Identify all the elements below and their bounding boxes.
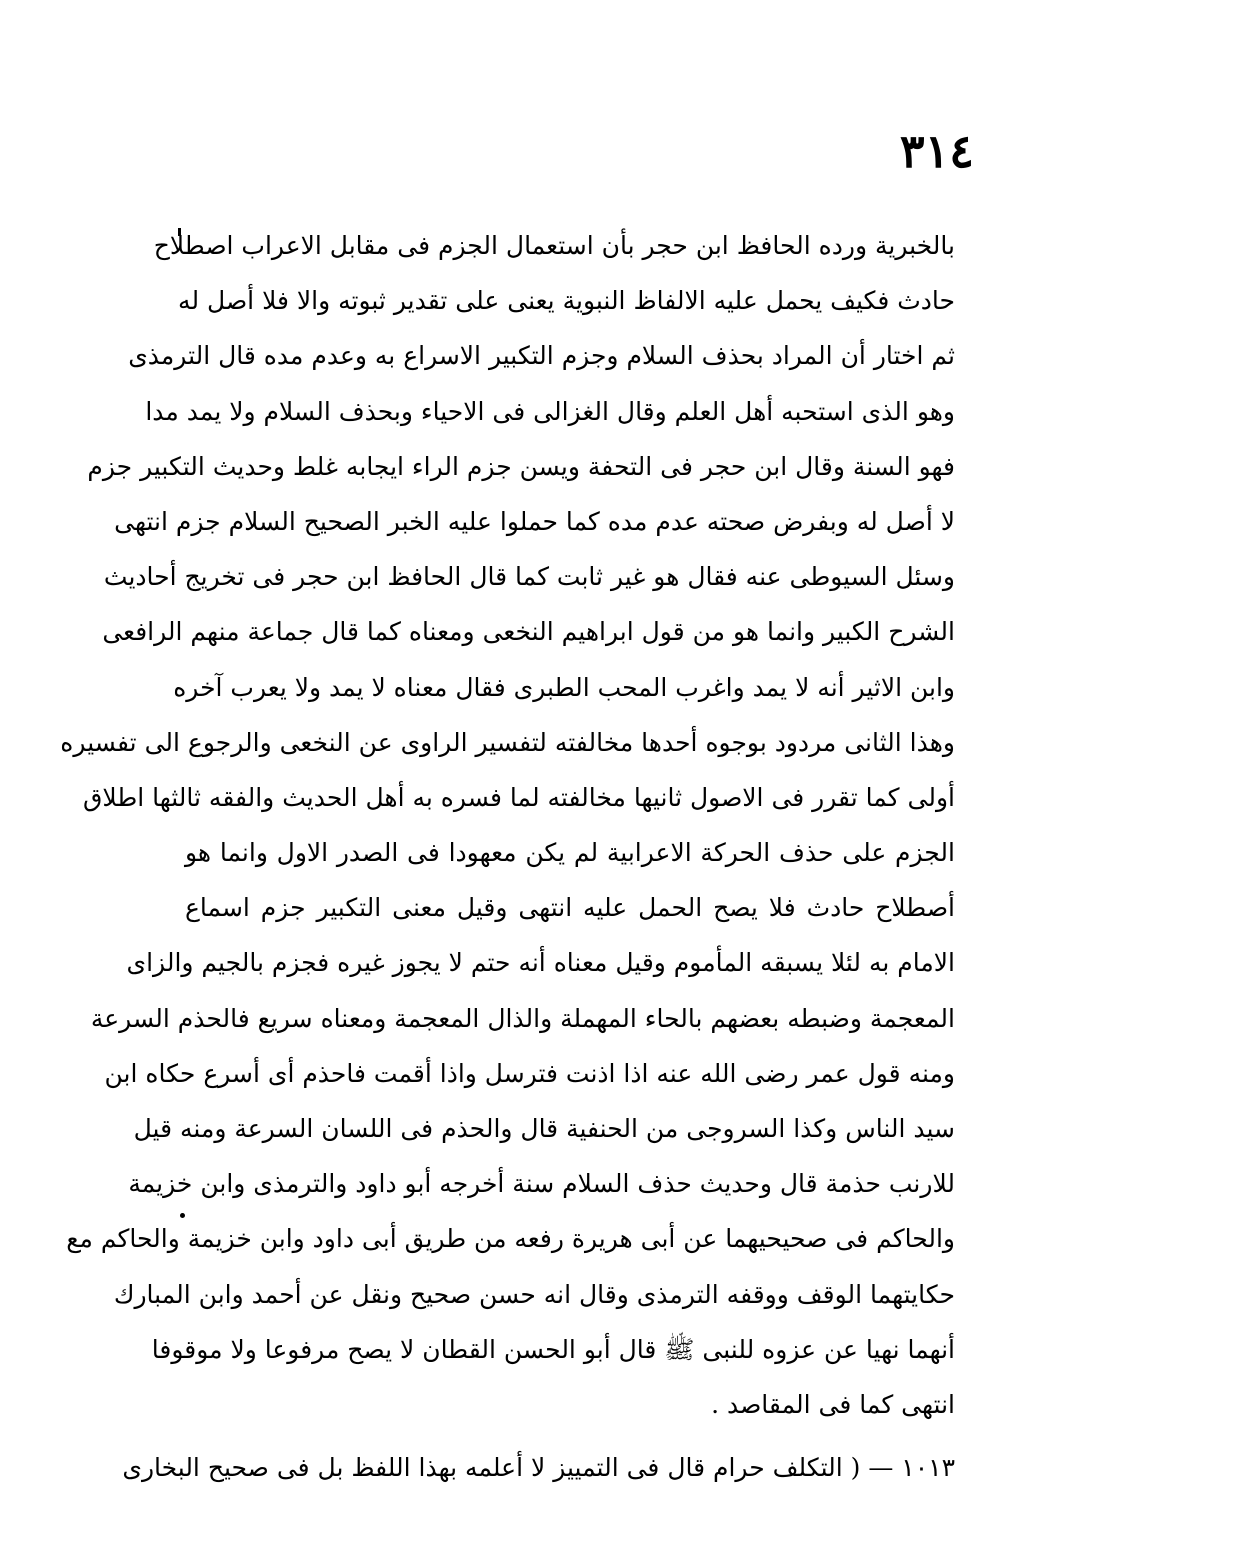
text-line: ومنه قول عمر رضى الله عنه اذا اذنت فترسل واذا أقمت فاحذم أى أسرع حكاه ابن <box>104 1058 955 1088</box>
text-line: لا أصل له وبفرض صحته عدم مده كما حملوا عليه الخبر الصحيح السلام جزم انتهى <box>114 506 955 536</box>
text-line: الجزم على حذف الحركة الاعرابية لم يكن معهودا فى الصدر الاول وانما هو <box>185 838 955 868</box>
text-line: وسئل السيوطى عنه فقال هو غير ثابت كما قال الحافظ ابن حجر فى تخريج أحاديث <box>103 562 955 592</box>
text-line: الامام به لئلا يسبقه المأموم وقيل معناه أنه حتم لا يجوز غيره فجزم بالجيم والزاى <box>126 948 955 978</box>
text-line: سيد الناس وكذا السروجى من الحنفية قال والحذم فى اللسان السرعة ومنه قيل <box>133 1114 955 1143</box>
text-line: ثم اختار أن المراد بحذف السلام وجزم التكبير الاسراع به وعدم مده قال الترمذى <box>128 341 955 371</box>
entry-heading: ١٠١٣ — ( التكلف حرام قال فى التمييز لا أعلمه بهذا اللفظ بل فى صحيح البخارى <box>122 1453 955 1482</box>
text-line: والحاكم فى صحيحيهما عن أبى هريرة رفعه من طريق أبى داود وابن خزيمة والحاكم مع <box>66 1224 955 1254</box>
text-line: وهذا الثانى مردود بوجوه أحدها مخالفته لتفسير الراوى عن النخعى والرجوع الى تفسيره <box>60 727 955 757</box>
text-line: انتهى كما فى المقاصد . <box>711 1389 955 1419</box>
text-line: أولى كما تقرر فى الاصول ثانيها مخالفته لما فسره به أهل الحديث والفقه ثالثها اطلاق <box>83 782 955 812</box>
page-number: ٣١٤ <box>899 124 974 178</box>
text-line: بالخبرية ورده الحافظ ابن حجر بأن استعمال الجزم فى مقابل الاعراب اصطلاح <box>153 231 955 260</box>
text-line: حادث فكيف يحمل عليه الالفاظ النبوية يعنى على تقدير ثبوته والا فلا أصل له <box>178 286 955 316</box>
text-line: أصطلاح حادث فلا يصح الحمل عليه انتهى وقيل معنى التكبير جزم اسماع <box>185 893 955 923</box>
text-line: حكايتهما الوقف ووقفه الترمذى وقال انه حسن صحيح ونقل عن أحمد وابن المبارك <box>113 1279 955 1309</box>
text-line: أنهما نهيا عن عزوه للنبى ﷺ قال أبو الحسن القطان لا يصح مرفوعا ولا موقوفا <box>151 1334 955 1364</box>
text-line: الشرح الكبير وانما هو من قول ابراهيم النخعى ومعناه كما قال جماعة منهم الرافعى <box>102 617 955 647</box>
text-line: للارنب حذمة قال وحديث حذف السلام سنة أخرجه أبو داود والترمذى وابن خزيمة <box>128 1169 955 1199</box>
body-text <box>60 218 955 1432</box>
text-line: فهو السنة وقال ابن حجر فى التحفة ويسن جزم الراء ايجابه غلط وحديث التكبير جزم <box>87 451 955 481</box>
text-line: وهو الذى استحبه أهل العلم وقال الغزالى فى الاحياء وبحذف السلام ولا يمد مدا <box>145 396 955 426</box>
text-line: المعجمة وضبطه بعضهم بالحاء المهملة والذال المعجمة ومعناه سريع فالحذم السرعة <box>90 1003 955 1033</box>
text-line: وابن الاثير أنه لا يمد واغرب المحب الطبرى فقال معناه لا يمد ولا يعرب آخره <box>173 672 955 702</box>
